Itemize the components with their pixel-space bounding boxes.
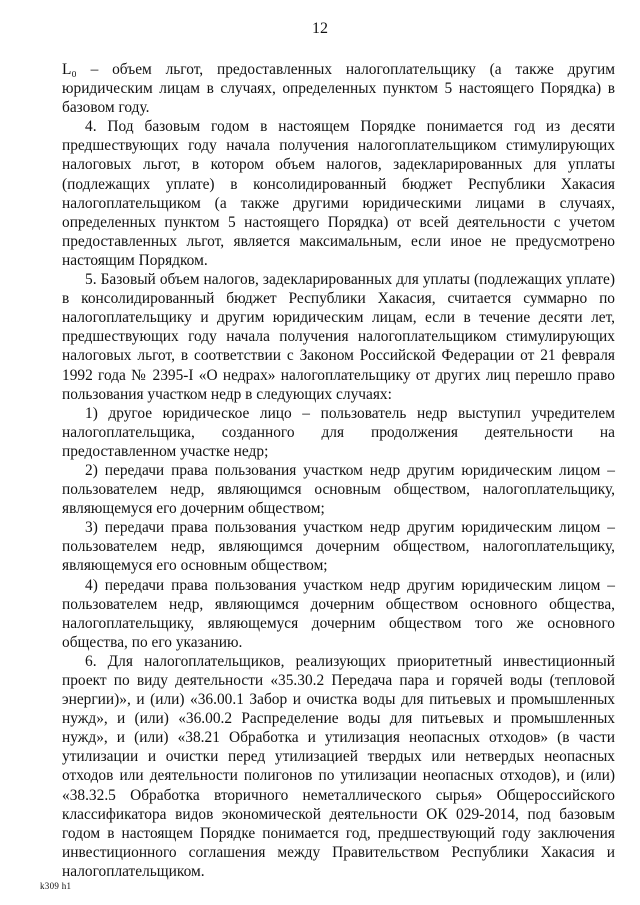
list-item-4: 4) передачи права пользования участком недр другим юридическим лицом – пользователем недр, являющимся дочерним обществом основного общества, налогоплательщику, являющемуся дочерним обществом того же основного общества, по его указанию. <box>62 576 615 651</box>
page-number: 12 <box>312 20 328 37</box>
list-item-3: 3) передачи права пользования участком недр другим юридическим лицом – пользователем недр, являющимся дочерним обществом, налогоплательщику, являющемуся его основным обществом; <box>62 519 615 575</box>
paragraph-4-base-year: 4. Под базовым годом в настоящем Порядке понимается год из десяти предшествующих году начала получения налогоплательщиком стимулирующих налоговых льгот, в котором объем налогов, задекларированных для уплаты (подлежащих уплате) в консолидированный бюджет Республики Хакасия налогоплательщиком (а также другими юридическими лицами в случаях, определенных пунктом 5 настоящего Порядка) от всей деятельности с учетом предоставленных льгот, является максимальным, если иное не предусмотрено настоящим Порядком. <box>62 118 615 269</box>
document-code: k309 h1 <box>40 881 72 891</box>
paragraph-l0-definition: L₀ – объем льгот, предоставленных налогоплательщику (а также другим юридическим лицам в случаях, определенных пунктом 5 настоящего Порядка) в базовом году. <box>62 61 615 117</box>
paragraph-5-base-volume: 5. Базовый объем налогов, задекларированных для уплаты (подлежащих уплате) в консолидированный бюджет Республики Хакасия, считается суммарно по налогоплательщику и другим юридическим лицам, если в течение десяти лет, предшествующих году начала получения налогоплательщиком стимулирующих налоговых льгот, в соответствии с Законом Российской Федерации от 21 февраля 1992 года № 2395-I «О недрах» налогоплательщику от других лиц перешло право пользования участком недр в следующих случаях: <box>62 271 615 403</box>
list-item-1: 1) другое юридическое лицо – пользователь недр выступил учредителем налогоплательщика, созданного для продолжения деятельности на предоставленном участке недр; <box>62 404 615 460</box>
list-item-2: 2) передачи права пользования участком недр другим юридическим лицом – пользователем недр, являющимся основным обществом, налогоплательщику, являющемуся его дочерним обществом; <box>62 461 615 518</box>
document-body <box>62 60 615 881</box>
paragraph-6-priority-projects: 6. Для налогоплательщиков, реализующих приоритетный инвестиционный проект по виду деятельности «35.30.2 Передача пара и горячей воды (тепловой энергии)», и (или) «36.00.1 Забор и очистка воды для питьевых и промышленных нужд», и (или) «36.00.2 Распределение воды для питьевых и промышленных нужд», и (или) «38.21 Обработка и утилизация неопасных отходов» (в части утилизации и очистки перед утилизацией твердых или нетвердых неопасных отходов или деятельности полигонов по утилизации неопасных отходов), и (или) «38.32.5 Обработка вторичного неметаллического сырья» Общероссийского классификатора видов экономической деятельности ОК 029-2014, под базовым годом в настоящем Порядке понимается год, предшествующий году заключения инвестиционного соглашения между Правительством Республики Хакасия и налогоплательщиком. <box>62 652 615 880</box>
